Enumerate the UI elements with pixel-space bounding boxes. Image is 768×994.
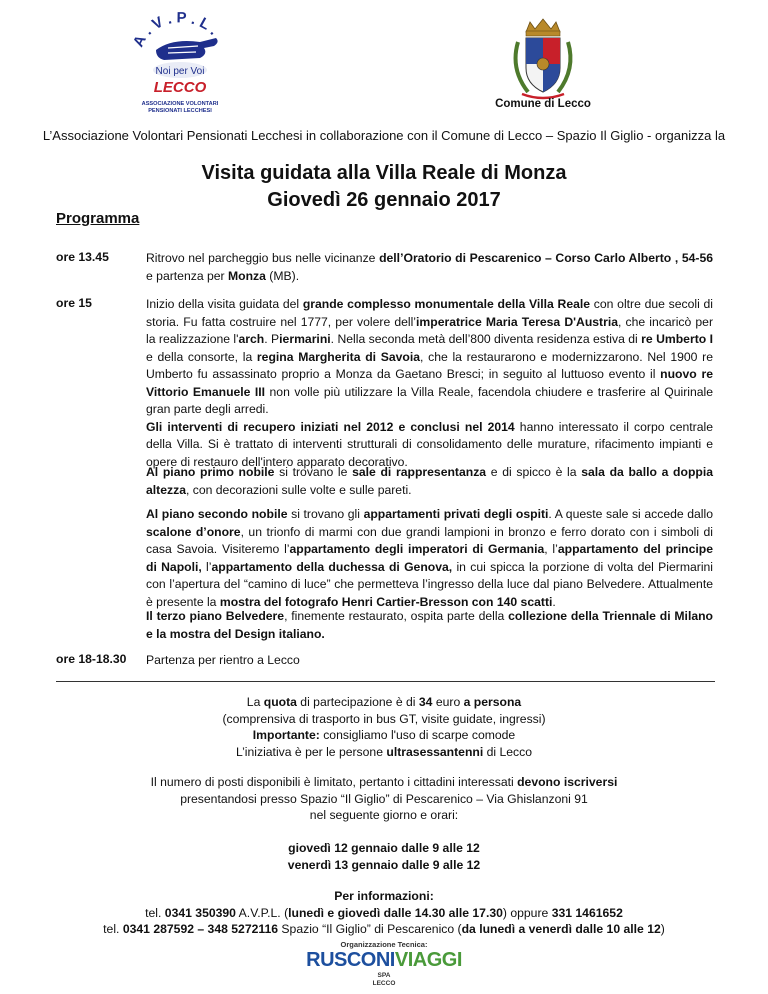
- text-run: mostra del fotografo Henri Cartier-Bresson con 140 scatti: [219, 594, 553, 609]
- text-run: . P: [264, 332, 280, 346]
- text-run: Partenza per rientro a Lecco: [146, 653, 300, 667]
- text-run: Il terzo piano Belvedere: [146, 609, 285, 623]
- sponsor-name-part2: VIAGGI: [394, 949, 462, 971]
- registration-block: [0, 774, 768, 824]
- avpl-subtitle-1: ASSOCIAZIONE VOLONTARI: [141, 101, 219, 107]
- text-run: di partecipazione è di: [296, 695, 419, 709]
- text-run: (comprensiva di trasporto in bus GT, visite guidate, ingressi): [222, 711, 546, 726]
- comune-di-lecco-logo: [488, 14, 598, 110]
- avpl-arc-text: A . V . P . L .: [129, 9, 222, 50]
- text-run: a persona: [463, 695, 522, 709]
- text-run: si trovano le: [274, 465, 353, 479]
- text-run: e di spicco è la: [486, 465, 582, 479]
- text-run: , con decorazioni sulle volte e sulle pareti.: [185, 482, 412, 497]
- text-run: Spazio “Il Giglio” di Pescarenico (: [278, 922, 462, 936]
- text-run: Gli interventi di recupero iniziati nel 2012 e conclusi nel 2014: [146, 419, 515, 434]
- sponsor-spa: SPA: [377, 972, 391, 979]
- info-line: [0, 791, 768, 808]
- text-run: tel.: [145, 905, 165, 920]
- avpl-logo: [120, 8, 240, 116]
- text-run: euro: [432, 695, 464, 709]
- sponsor-heading: Organizzazione Tecnica:: [340, 940, 428, 949]
- text-run: grande complesso monumentale della Villa Reale: [302, 297, 591, 311]
- text-run: quota: [263, 695, 297, 709]
- schedule-time: ore 13.45: [56, 250, 109, 264]
- text-run: Importante:: [252, 728, 320, 742]
- text-run: . Nella seconda metà dell’800 diventa residenza estiva di: [330, 332, 642, 346]
- schedule-description: [146, 296, 713, 471]
- text-run: Al piano primo nobile: [146, 465, 275, 479]
- text-run: tel.: [103, 922, 123, 936]
- text-run: . A queste sale si accede dallo: [548, 507, 714, 521]
- text-run: , che incaricò per la realizzazione l': [146, 314, 714, 346]
- text-run: iermarini: [279, 332, 331, 346]
- info-line: [0, 744, 768, 761]
- text-run: appartamento della duchessa di Genova,: [211, 559, 453, 574]
- schedule-description: [146, 250, 713, 285]
- text-run: di Lecco: [483, 744, 533, 759]
- text-run: 34: [418, 695, 433, 709]
- avpl-subtitle-2: PENSIONATI LECCHESI: [148, 108, 212, 114]
- avpl-logo-graphic: [120, 8, 240, 116]
- date-line: [0, 840, 768, 857]
- text-run: Per informazioni:: [334, 889, 434, 903]
- registration-dates: [0, 840, 768, 873]
- info-line: [0, 727, 768, 744]
- info-line: [0, 807, 768, 824]
- text-run: ): [660, 922, 665, 936]
- text-run: con oltre due secoli di storia. Fu fatta costruire nel 1777, per volere dell’: [146, 297, 713, 329]
- contact-line: [0, 921, 768, 938]
- text-run: Inizio della visita guidata del: [146, 297, 303, 311]
- text-run: in cui spicca la porzione di volta del Piermarini con l’apertura del “camino di luce” che permetteva l’ingresso della luce dal piano Belvedere. Attualmente è presente la: [146, 559, 714, 609]
- text-run: Il numero di posti disponibili è limitato, pertanto i cittadini interessati: [150, 775, 518, 789]
- text-run: appartamento degli imperatori di Germania: [289, 542, 545, 556]
- text-run: giovedì 12 gennaio dalle 9 alle 12: [288, 841, 480, 855]
- info-line: [0, 694, 768, 711]
- text-run: 331 1461652: [551, 905, 623, 920]
- text-run: venerdì 13 gennaio dalle 9 alle 12: [287, 857, 481, 872]
- text-run: ultrasessantenni: [386, 744, 484, 759]
- text-run: presentandosi presso Spazio “Il Giglio” di Pescarenico – Via Ghislanzoni 91: [180, 791, 588, 806]
- rusconi-viaggi-logo: [300, 940, 468, 994]
- text-run: Al piano secondo nobile: [146, 507, 288, 521]
- sponsor-name-part1: RUSCONI: [306, 949, 395, 971]
- price-info-block: [0, 694, 768, 760]
- schedule-description: [146, 608, 713, 643]
- text-run: 0341 350390: [164, 905, 236, 920]
- schedule-description: [146, 506, 713, 611]
- schedule-time: ore 15: [56, 296, 92, 310]
- text-run: Monza: [227, 268, 266, 283]
- text-run: .: [552, 594, 556, 609]
- comune-caption: Comune di Lecco: [495, 98, 591, 110]
- sponsor-name: [300, 949, 468, 971]
- info-line: [0, 774, 768, 791]
- title-line-2: Giovedì 26 gennaio 2017: [267, 189, 501, 211]
- text-run: 0341 287592 – 348 5272116: [122, 922, 279, 936]
- schedule-description: [146, 652, 713, 670]
- text-run: (MB).: [265, 268, 300, 283]
- text-run: La: [246, 695, 264, 709]
- contacts-block: [0, 888, 768, 938]
- text-run: , finemente restaurato, ospita parte della: [284, 609, 509, 623]
- text-run: lunedì e giovedì dalle 14.30 alle 17.30: [288, 905, 503, 920]
- text-run: re Umberto I: [641, 332, 713, 346]
- text-run: devono iscriversi: [517, 775, 618, 789]
- text-run: Ritrovo nel parcheggio bus nelle vicinanze: [146, 251, 380, 265]
- text-run: imperatrice Maria Teresa D'Austria: [416, 314, 619, 329]
- text-run: arch: [238, 332, 265, 346]
- contact-line: [0, 905, 768, 922]
- programma-heading: Programma: [56, 210, 140, 227]
- text-run: si trovano gli: [287, 507, 364, 521]
- text-run: sala da ballo a doppia altezza: [146, 465, 713, 497]
- text-run: collezione della Triennale di Milano e la mostra del Design italiano.: [146, 609, 713, 641]
- divider: [56, 681, 715, 682]
- text-run: A.V.P.L. (: [235, 905, 289, 920]
- date-line: [0, 857, 768, 874]
- schedule-time: ore 18-18.30: [56, 652, 127, 666]
- text-run: nuovo re Vittorio Emanuele III: [146, 367, 713, 399]
- text-run: appartamenti privati degli ospiti: [363, 507, 549, 521]
- text-run: da lunedì a venerdì dalle 10 alle 12: [461, 922, 661, 936]
- text-run: scalone d’onore: [146, 524, 241, 539]
- text-run: non volle più utilizzare la Villa Reale, facendola chiudere e trasferire al Quirinale gran parte degli arredi.: [146, 384, 713, 416]
- text-run: consigliamo l'uso di scarpe comode: [319, 728, 516, 742]
- text-run: hanno interessato il corpo centrale della Villa. Si è trattato di interventi strutturali di consolidamento delle murature, rifacimento impianti e opere di restauro dell'intero apparato decorativo.: [146, 419, 713, 469]
- text-run: L’iniziativa è per le persone: [235, 744, 387, 759]
- text-run: , l’: [544, 542, 558, 556]
- coat-of-arms-icon: [488, 14, 598, 110]
- title-line-1: Visita guidata alla Villa Reale di Monza: [201, 162, 567, 184]
- text-run: , un trionfo di marmi con due grandi lampioni in bronzo e ferro dorato con i simboli di casa Savoia. Visiteremo l’: [146, 524, 713, 556]
- page-title: [0, 160, 768, 214]
- contact-line: [0, 888, 768, 905]
- text-run: nel seguente giorno e orari:: [309, 808, 459, 822]
- text-run: l’: [201, 559, 212, 574]
- avpl-city: LECCO: [153, 79, 207, 96]
- text-run: , che la restaurarono e modernizzarono. Nel 1900 re Umberto fu assassinato proprio a Monza da Gaetano Bresci; in seguito al luttuoso evento il: [146, 349, 713, 381]
- text-run: dell’Oratorio di Pescarenico – Corso Carlo Alberto , 54-56: [379, 251, 713, 265]
- avpl-tagline: Noi per Voi: [155, 66, 205, 77]
- text-run: ) oppure: [502, 905, 552, 920]
- schedule-description: [146, 464, 713, 499]
- text-run: e della consorte, la: [146, 349, 257, 364]
- sponsor-city: LECCO: [372, 980, 396, 987]
- text-run: regina Margherita di Savoia: [256, 349, 421, 364]
- info-line: [0, 711, 768, 728]
- text-run: appartamento del principe di Napoli,: [146, 542, 713, 574]
- text-run: e partenza per: [146, 268, 228, 283]
- intro-text: L’Associazione Volontari Pensionati Lecchesi in collaborazione con il Comune di Lecco – Spazio Il Giglio - organizza la: [42, 128, 726, 143]
- text-run: sale di rappresentanza: [352, 465, 487, 479]
